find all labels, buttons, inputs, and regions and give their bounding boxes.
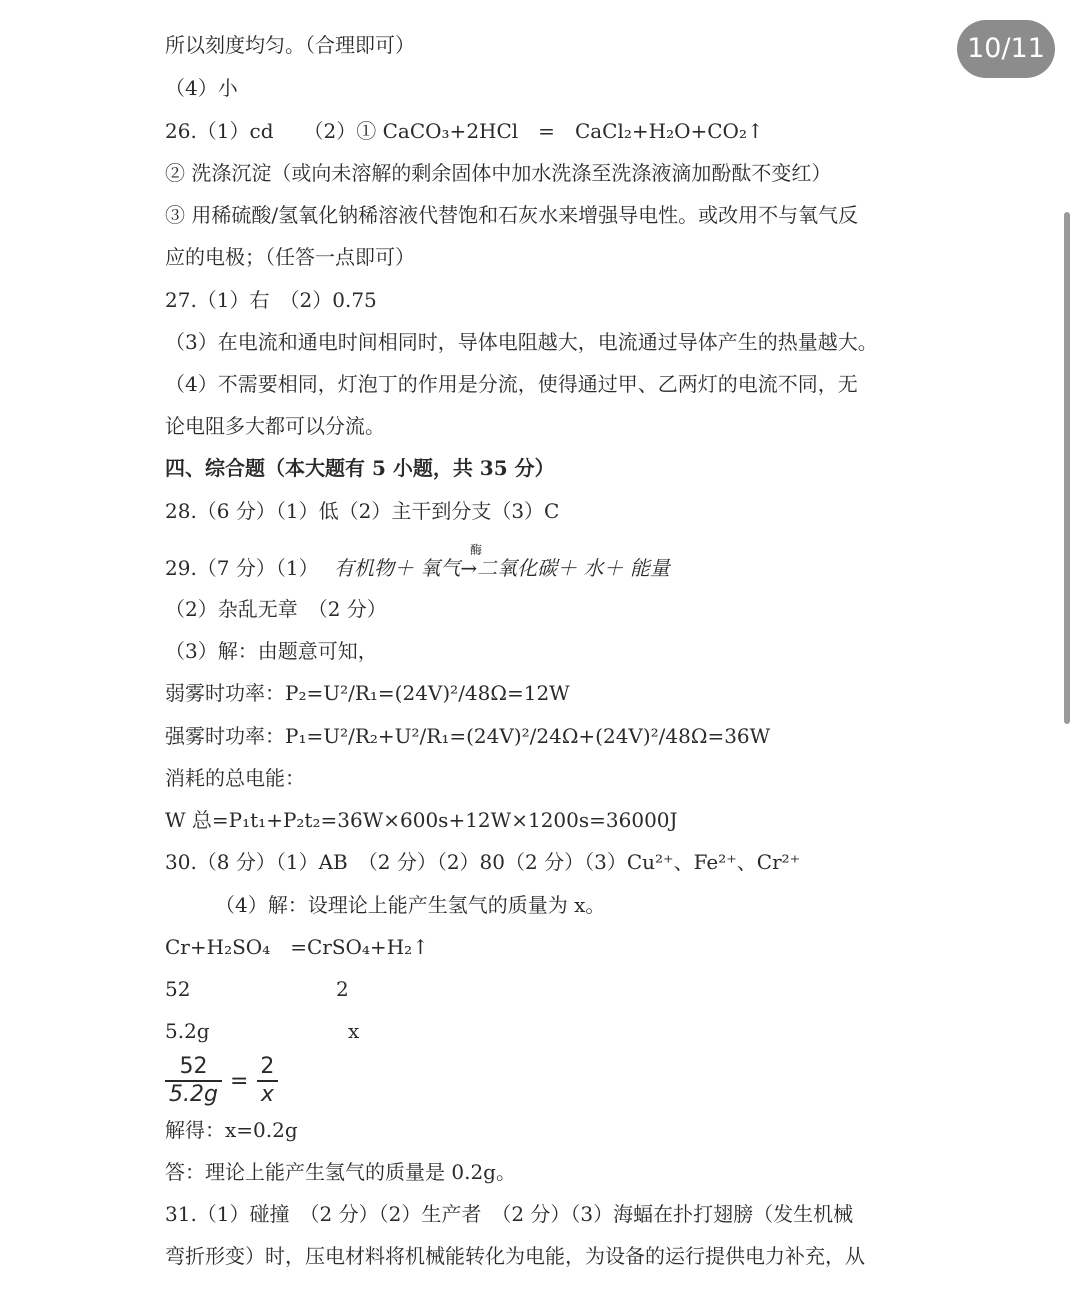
- numerator: 2: [260, 1054, 275, 1079]
- text-line: （4）解：设理论上能产生氢气的质量为 x。: [215, 893, 606, 917]
- text-line: （3）在电流和通电时间相同时，导体电阻越大，电流通过导体产生的热量越大。: [165, 330, 878, 354]
- text-line: W 总=P₁t₁+P₂t₂=36W×600s+12W×1200s=36000J: [165, 808, 678, 832]
- text-line: 29.（7 分）（1）: [165, 556, 319, 580]
- proportion-equation: [165, 1052, 278, 1110]
- text-line: 弯折形变）时，压电材料将机械能转化为电能，为设备的运行提供电力补充，从: [165, 1244, 865, 1268]
- text-line: （2）杂乱无章 （2 分）: [165, 597, 387, 621]
- fraction-left: [165, 1054, 222, 1108]
- text-line: 强雾时功率：P₁=U²/R₂+U²/R₁=(24V)²/24Ω+(24V)²/48Ω=36W: [165, 724, 771, 748]
- text-line: 30.（8 分）（1）AB （2 分）（2）80（2 分）（3）Cu²⁺、Fe²⁺、Cr²⁺: [165, 850, 801, 874]
- scrollbar-thumb[interactable]: [1064, 212, 1070, 724]
- text-line: 所以刻度均匀。（合理即可）: [165, 33, 415, 57]
- denominator: 5.2g: [165, 1080, 222, 1108]
- text-line: 消耗的总电能：: [165, 766, 305, 790]
- denominator: x: [257, 1080, 278, 1108]
- catalyst-label: 酶: [470, 543, 483, 557]
- numerator: 52: [179, 1054, 208, 1079]
- text-line: ② 洗涤沉淀（或向未溶解的剩余固体中加水洗涤至洗涤液滴加酚酞不变红）: [165, 161, 832, 185]
- section-heading: 四、综合题（本大题有 5 小题，共 35 分）: [165, 456, 555, 480]
- text-line: 弱雾时功率：P₂=U²/R₁=(24V)²/48Ω=12W: [165, 681, 570, 705]
- text-line: 5.2g: [165, 1019, 210, 1043]
- text-line: 28.（6 分）（1）低（2）主干到分支（3）C: [165, 499, 560, 523]
- text-line: x: [348, 1019, 360, 1043]
- text-line: 31.（1）碰撞 （2 分）（2）生产者 （2 分）（3）海蝠在扑打翅膀（发生机械: [165, 1202, 854, 1226]
- text-line: ③ 用稀硫酸/氢氧化钠稀溶液代替饱和石灰水来增强导电性。或改用不与氧气反: [165, 203, 859, 227]
- text-line: 论电阻多大都可以分流。: [165, 414, 385, 438]
- text-line: 2: [336, 977, 349, 1001]
- text-line: 答：理论上能产生氢气的质量是 0.2g。: [165, 1160, 516, 1184]
- equals-sign: =: [229, 1068, 249, 1094]
- fraction-right: [256, 1054, 278, 1108]
- text-line: 解得：x=0.2g: [165, 1118, 298, 1142]
- text-line: Cr+H₂SO₄ =CrSO₄+H₂↑: [165, 935, 429, 959]
- text-line: （4）不需要相同，灯泡丁的作用是分流，使得通过甲、乙两灯的电流不同，无: [165, 372, 858, 396]
- text-line: 27.（1）右 （2）0.75: [165, 288, 377, 312]
- equation-respiration: 有机物＋ 氧气→二氧化碳＋ 水＋ 能量: [334, 556, 670, 580]
- text-line: 26.（1）cd （2）① CaCO₃+2HCl = CaCl₂+H₂O+CO₂↑: [165, 119, 764, 143]
- text-line: 52: [165, 977, 191, 1001]
- text-line: （4）小: [165, 76, 238, 100]
- page-counter-badge: 10/11: [957, 20, 1055, 78]
- text-line: 应的电极；（任答一点即可）: [165, 245, 415, 269]
- text-line: （3）解：由题意可知，: [165, 639, 378, 663]
